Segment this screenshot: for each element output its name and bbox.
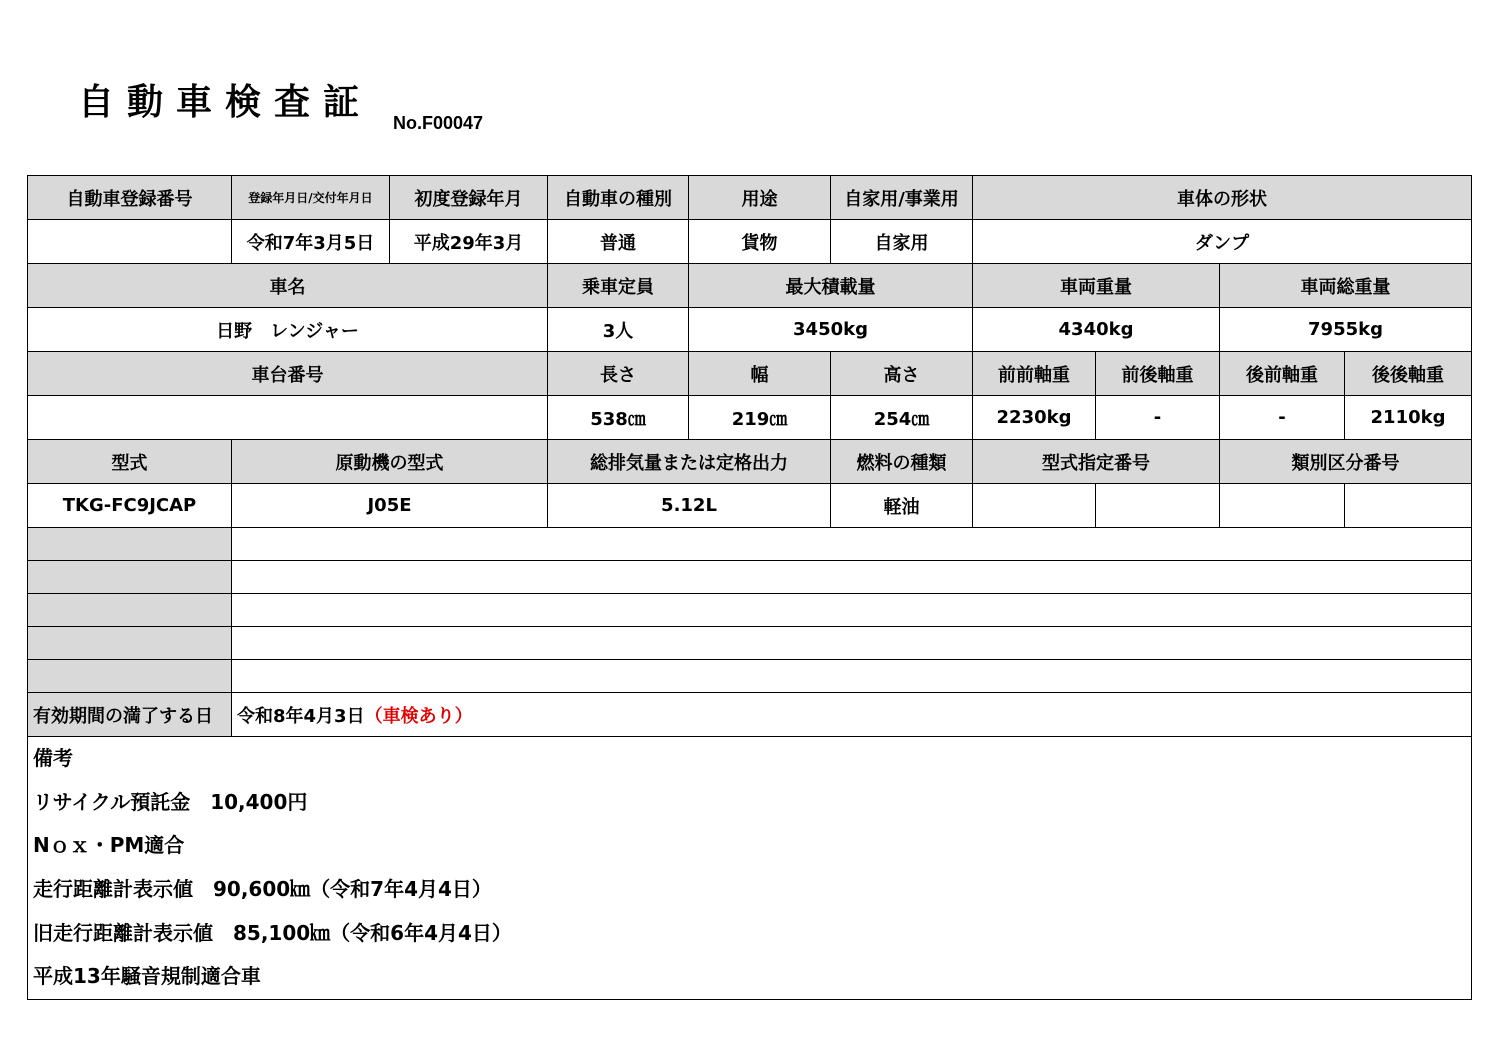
- blank-row: [28, 561, 1472, 594]
- value-length: 538㎝: [548, 396, 689, 440]
- value-type-designation-2: [1096, 484, 1220, 528]
- header-capacity: 乗車定員: [548, 264, 689, 308]
- remarks-line-odometer: 走行距離計表示値 90,600㎞（令和7年4月4日）: [33, 877, 492, 902]
- header-axle-rf: 後前軸重: [1220, 352, 1345, 396]
- blank-value-cell: [232, 660, 1472, 693]
- value-first-registration: 平成29年3月: [390, 220, 548, 264]
- blank-value-cell: [232, 561, 1472, 594]
- blank-value-cell: [232, 528, 1472, 561]
- value-private-business: 自家用: [831, 220, 973, 264]
- value-type-designation-1: [973, 484, 1096, 528]
- value-vehicle-type: 普通: [548, 220, 689, 264]
- remarks-cell: [28, 737, 1472, 1000]
- header-row-3: [28, 352, 1472, 396]
- value-category-number-2: [1345, 484, 1472, 528]
- blank-label-cell: [28, 627, 232, 660]
- header-axle-rr: 後後軸重: [1345, 352, 1472, 396]
- blank-label-cell: [28, 561, 232, 594]
- header-height: 高さ: [831, 352, 973, 396]
- remarks-heading: 備考: [33, 746, 73, 770]
- value-body-shape: ダンプ: [973, 220, 1472, 264]
- header-body-shape: 車体の形状: [973, 176, 1472, 220]
- value-axle-rf: -: [1220, 396, 1345, 440]
- header-registration-date: 登録年月日/交付年月日: [232, 176, 390, 220]
- header-usage: 用途: [689, 176, 831, 220]
- remarks-row: [28, 737, 1472, 1000]
- value-axle-fr: -: [1096, 396, 1220, 440]
- blank-value-cell: [232, 594, 1472, 627]
- value-width: 219㎝: [689, 396, 831, 440]
- header-row-1: [28, 176, 1472, 220]
- value-max-load: 3450kg: [689, 308, 973, 352]
- header-type-designation: 型式指定番号: [973, 440, 1220, 484]
- header-private-business: 自家用/事業用: [831, 176, 973, 220]
- value-capacity: 3人: [548, 308, 689, 352]
- blank-label-cell: [28, 528, 232, 561]
- value-engine-model: J05E: [232, 484, 548, 528]
- blank-row: [28, 594, 1472, 627]
- value-registration-number: [28, 220, 232, 264]
- value-model: TKG-FC9JCAP: [28, 484, 232, 528]
- value-registration-date: 令和7年3月5日: [232, 220, 390, 264]
- header-axle-fr: 前後軸重: [1096, 352, 1220, 396]
- value-car-name: 日野 レンジャー: [28, 308, 548, 352]
- certificate-table: [27, 175, 1472, 1000]
- header-chassis-number: 車台番号: [28, 352, 548, 396]
- header-first-registration: 初度登録年月: [390, 176, 548, 220]
- value-row-4: [28, 484, 1472, 528]
- document-title: 自動車検査証: [78, 82, 373, 123]
- header-length: 長さ: [548, 352, 689, 396]
- remarks-line-old-odometer: 旧走行距離計表示値 85,100㎞（令和6年4月4日）: [33, 920, 512, 945]
- value-row-3: [28, 396, 1472, 440]
- validity-value: [232, 693, 1472, 737]
- value-row-1: [28, 220, 1472, 264]
- header-max-load: 最大積載量: [689, 264, 973, 308]
- blank-label-cell: [28, 660, 232, 693]
- header-width: 幅: [689, 352, 831, 396]
- blank-row: [28, 528, 1472, 561]
- header-gross-weight: 車両総重量: [1220, 264, 1472, 308]
- value-gross-weight: 7955kg: [1220, 308, 1472, 352]
- blank-row: [28, 660, 1472, 693]
- header-registration-number: 自動車登録番号: [28, 176, 232, 220]
- remarks-line-noise: 平成13年騒音規制適合車: [33, 964, 261, 989]
- validity-label: 有効期間の満了する日: [28, 693, 232, 737]
- document-number: No.F00047: [393, 113, 484, 133]
- header-vehicle-weight: 車両重量: [973, 264, 1220, 308]
- header-axle-ff: 前前軸重: [973, 352, 1096, 396]
- inspection-note: （車検あり）: [364, 705, 473, 727]
- remarks-line-nox: Nｏｘ・PM適合: [33, 833, 185, 858]
- validity-date: 令和8年4月3日: [237, 705, 365, 727]
- validity-row: [28, 693, 1472, 737]
- blank-row: [28, 627, 1472, 660]
- header-car-name: 車名: [28, 264, 548, 308]
- blank-label-cell: [28, 594, 232, 627]
- header-engine-model: 原動機の型式: [232, 440, 548, 484]
- header-vehicle-type: 自動車の種別: [548, 176, 689, 220]
- value-axle-rr: 2110kg: [1345, 396, 1472, 440]
- value-fuel-type: 軽油: [831, 484, 973, 528]
- value-axle-ff: 2230kg: [973, 396, 1096, 440]
- value-height: 254㎝: [831, 396, 973, 440]
- value-row-2: [28, 308, 1472, 352]
- blank-value-cell: [232, 627, 1472, 660]
- value-category-number-1: [1220, 484, 1345, 528]
- value-displacement: 5.12L: [548, 484, 831, 528]
- header-displacement: 総排気量または定格出力: [548, 440, 831, 484]
- header-fuel-type: 燃料の種類: [831, 440, 973, 484]
- header-row-4: [28, 440, 1472, 484]
- remarks-line-recycling: リサイクル預託金 10,400円: [33, 789, 308, 814]
- header-row-2: [28, 264, 1472, 308]
- value-chassis-number: [28, 396, 548, 440]
- value-vehicle-weight: 4340kg: [973, 308, 1220, 352]
- header-category-number: 類別区分番号: [1220, 440, 1472, 484]
- header-model: 型式: [28, 440, 232, 484]
- value-usage: 貨物: [689, 220, 831, 264]
